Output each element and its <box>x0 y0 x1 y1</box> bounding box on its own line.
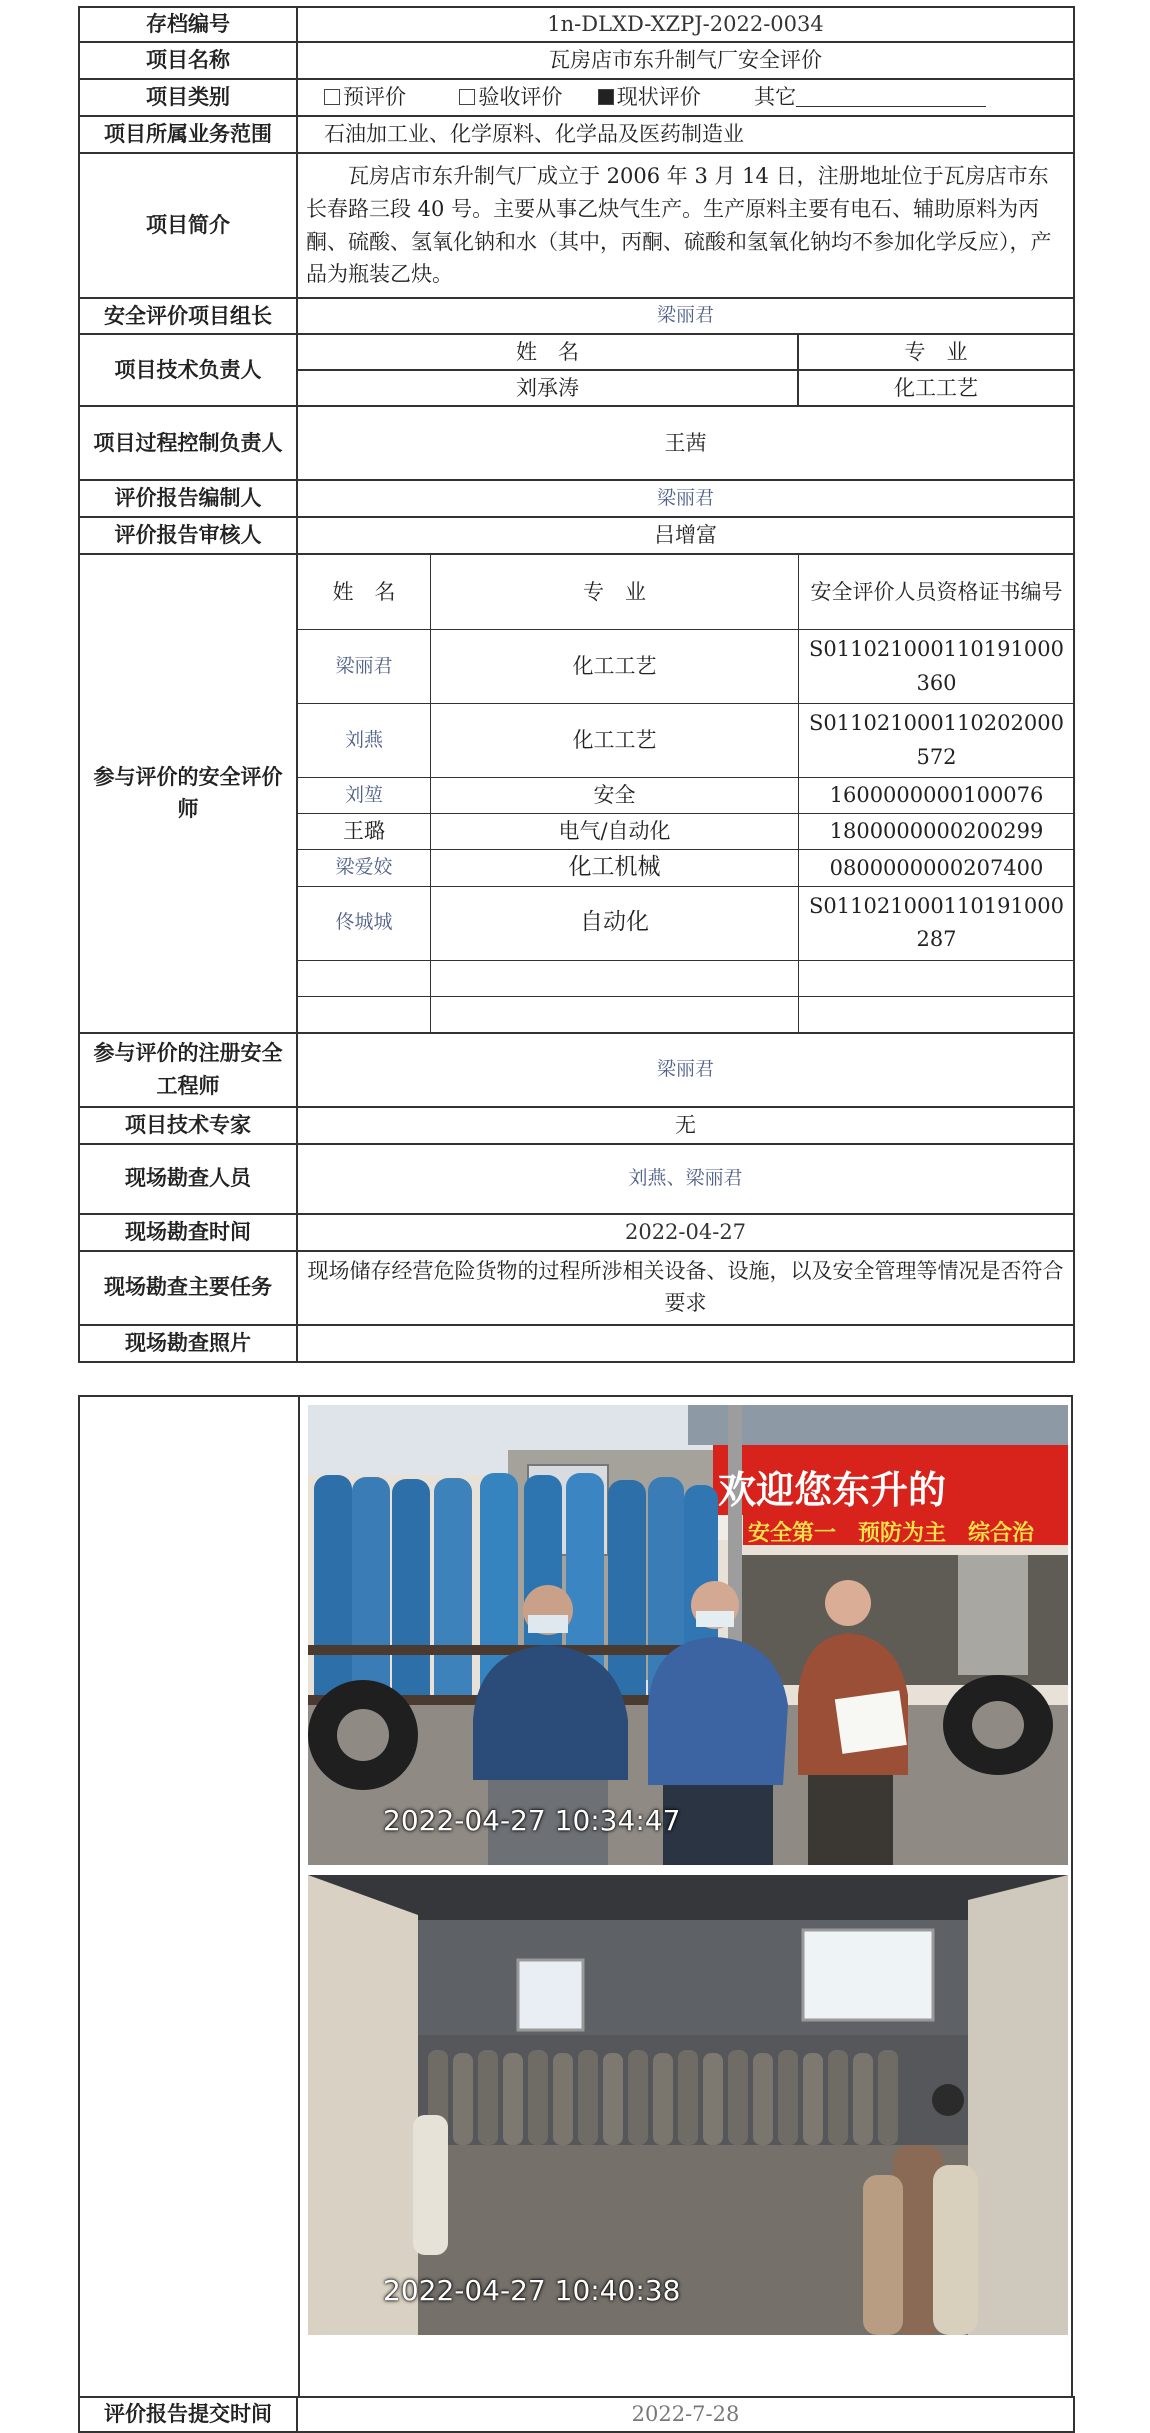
row-tech-expert <box>79 1107 1074 1144</box>
row-survey-staff <box>79 1144 1074 1214</box>
survey-photos-empty <box>297 1325 1074 1362</box>
site-photo-2-graphic <box>308 1875 1068 2335</box>
row-archive <box>79 7 1074 42</box>
business-scope-value: 石油加工业、化学原料、化学品及医药制造业 <box>297 116 1074 153</box>
evaluator-name: 梁丽君 <box>298 630 431 704</box>
team-leader-label: 安全评价项目组长 <box>79 298 297 334</box>
row-evaluators <box>79 554 1074 1033</box>
row-survey-time <box>79 1214 1074 1251</box>
evaluator-cert: 1800000000200299 <box>799 814 1075 850</box>
evaluator-cert: 1600000000100076 <box>799 778 1075 814</box>
evaluators-header-name: 姓 名 <box>298 555 431 630</box>
survey-staff-label: 现场勘查人员 <box>79 1144 297 1214</box>
archive-label: 存档编号 <box>79 7 297 42</box>
option-acceptance-eval: 验收评价 <box>478 85 563 110</box>
evaluator-major: 化工工艺 <box>431 704 799 778</box>
evaluator-row <box>298 778 1075 814</box>
tech-lead-label: 项目技术负责人 <box>79 334 297 406</box>
row-survey-task <box>79 1251 1074 1325</box>
submit-section <box>78 2396 1073 2433</box>
row-project-type <box>79 79 1074 116</box>
row-team-leader <box>79 298 1074 334</box>
survey-task-value: 现场储存经营危险货物的过程所涉相关设备、设施，以及安全管理等情况是否符合要求 <box>297 1251 1074 1325</box>
cylinder-storage-rows <box>418 2035 968 2145</box>
option-current-eval: 现状评价 <box>616 85 701 110</box>
project-name-value: 瓦房店市东升制气厂安全评价 <box>297 42 1074 79</box>
evaluators-header-major: 专 业 <box>431 555 799 630</box>
row-survey-photos <box>79 1325 1074 1362</box>
checkbox-pre-eval[interactable] <box>324 89 340 105</box>
report-reviewer-label: 评价报告审核人 <box>79 517 297 554</box>
evaluators-cell <box>297 554 1074 1033</box>
reg-engineer-label: 参与评价的注册安全工程师 <box>79 1033 297 1107</box>
evaluators-label: 参与评价的安全评价师 <box>79 554 297 1033</box>
photo-2-timestamp: 2022-04-27 10:40:38 <box>383 2274 681 2307</box>
evaluator-major: 化工机械 <box>431 850 799 887</box>
process-lead-label: 项目过程控制负责人 <box>79 406 297 480</box>
photo-1-timestamp: 2022-04-27 10:34:47 <box>383 1804 681 1837</box>
survey-staff-value: 刘燕、梁丽君 <box>297 1144 1074 1214</box>
survey-photos-label: 现场勘查照片 <box>79 1325 297 1362</box>
info-table <box>78 6 1075 1363</box>
project-type-label: 项目类别 <box>79 79 297 116</box>
row-intro <box>79 153 1074 298</box>
site-photo-1 <box>308 1405 1068 1865</box>
row-process-lead <box>79 406 1074 480</box>
reg-engineer-value: 梁丽君 <box>297 1033 1074 1107</box>
tech-lead-major-header: 专 业 <box>798 334 1074 370</box>
evaluation-form <box>78 6 1073 1363</box>
row-report-reviewer <box>79 517 1074 554</box>
report-reviewer-value: 吕增富 <box>297 517 1074 554</box>
evaluator-name: 梁爱姣 <box>298 850 431 887</box>
business-scope-label: 项目所属业务范围 <box>79 116 297 153</box>
evaluator-major: 化工工艺 <box>431 630 799 704</box>
evaluator-cert: S011021000110202000572 <box>799 704 1075 778</box>
evaluator-name: 王璐 <box>298 814 431 850</box>
checkbox-acceptance-eval[interactable] <box>459 89 475 105</box>
process-lead-value: 王茜 <box>297 406 1074 480</box>
evaluator-major: 安全 <box>431 778 799 814</box>
survey-task-label: 现场勘查主要任务 <box>79 1251 297 1325</box>
project-name-label: 项目名称 <box>79 42 297 79</box>
evaluator-row <box>298 814 1075 850</box>
photo-section <box>78 1395 1073 2398</box>
evaluator-row <box>298 886 1075 960</box>
evaluator-name: 刘堃 <box>298 778 431 814</box>
submit-value: 2022-7-28 <box>297 2397 1074 2432</box>
row-reg-engineer <box>79 1033 1074 1107</box>
submit-label: 评价报告提交时间 <box>79 2397 297 2432</box>
archive-value: 1n-DLXD-XZPJ-2022-0034 <box>297 7 1074 42</box>
evaluators-table <box>297 554 1075 1033</box>
evaluator-empty-row <box>298 996 1075 1032</box>
report-author-label: 评价报告编制人 <box>79 480 297 517</box>
tech-lead-major: 化工工艺 <box>798 370 1074 406</box>
evaluator-major: 自动化 <box>431 886 799 960</box>
evaluators-header-row <box>298 555 1075 630</box>
option-pre-eval: 预评价 <box>343 85 406 110</box>
site-photo-2 <box>308 1875 1068 2335</box>
tech-lead-name: 刘承涛 <box>297 370 798 406</box>
banner-text: 安全第一 预防为主 综合治 <box>748 1521 1035 1546</box>
evaluator-empty-row <box>298 960 1075 996</box>
submit-table <box>78 2396 1075 2433</box>
intro-label: 项目简介 <box>79 153 297 298</box>
survey-time-value: 2022-04-27 <box>297 1214 1074 1251</box>
evaluator-cert: S011021000110191000287 <box>799 886 1075 960</box>
project-type-options <box>297 79 1074 116</box>
evaluators-header-cert: 安全评价人员资格证书编号 <box>799 555 1075 630</box>
tech-expert-value: 无 <box>297 1107 1074 1144</box>
photo-divider <box>298 1397 300 2396</box>
evaluator-row <box>298 630 1075 704</box>
evaluator-cert: 0800000000207400 <box>799 850 1075 887</box>
tech-expert-label: 项目技术专家 <box>79 1107 297 1144</box>
row-project-name <box>79 42 1074 79</box>
evaluator-major: 电气/自动化 <box>431 814 799 850</box>
sign-text: 欢迎您东升的 <box>718 1468 947 1512</box>
row-submit <box>79 2397 1074 2432</box>
evaluator-name: 佟城城 <box>298 886 431 960</box>
row-business-scope <box>79 116 1074 153</box>
row-report-author <box>79 480 1074 517</box>
survey-time-label: 现场勘查时间 <box>79 1214 297 1251</box>
evaluator-row <box>298 704 1075 778</box>
team-leader-value: 梁丽君 <box>297 298 1074 334</box>
evaluator-row <box>298 850 1075 887</box>
option-other: 其它 <box>754 85 797 110</box>
evaluator-name: 刘燕 <box>298 704 431 778</box>
evaluator-cert: S011021000110191000360 <box>799 630 1075 704</box>
row-tech-lead-header <box>79 334 1074 370</box>
checkbox-current-eval[interactable] <box>598 89 614 105</box>
report-author-value: 梁丽君 <box>297 480 1074 517</box>
site-photo-1-graphic <box>308 1405 1068 1865</box>
intro-value: 瓦房店市东升制气厂成立于 2006 年 3 月 14 日，注册地址位于瓦房店市东长春路三段 40 号。主要从事乙炔气生产。生产原料主要有电石、辅助原料为丙酮、硫酸、氢氧化钠和水（其中，丙酮、硫酸和氢氧化钠均不参加化学反应），产品为瓶装乙炔。 <box>297 153 1074 298</box>
other-input-line[interactable] <box>796 88 986 107</box>
tech-lead-name-header: 姓 名 <box>297 334 798 370</box>
